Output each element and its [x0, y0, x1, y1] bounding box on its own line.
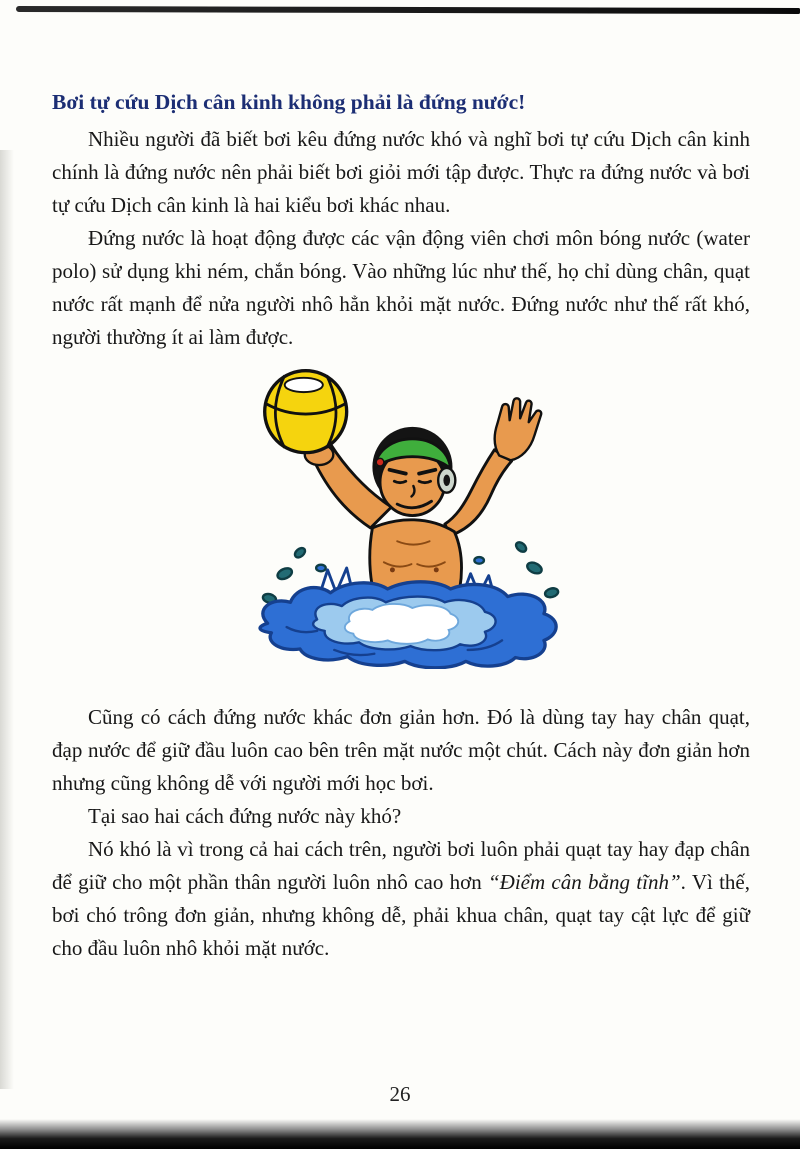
nipple-left	[390, 567, 395, 572]
page-number: 26	[389, 1082, 411, 1106]
cap-tie-dot	[376, 458, 384, 466]
nipple-right	[434, 567, 439, 572]
paragraph-5-text: Nó khó là vì trong cả hai cách trên, người bơi luôn phải quạt tay hay đạp chân để giữ cho một phần thân người luôn nhô cao hơn	[52, 837, 750, 894]
paragraph-1: Nhiều người đã biết bơi kêu đứng nước khó và nghĩ bơi tự cứu Dịch cân kinh chính là đứng nước nên phải biết bơi giỏi mới tập được. Thực ra đứng nước và bơi tự cứu Dịch cân kinh là hai kiểu bơi khác nhau.	[52, 127, 750, 217]
water-polo-ball	[265, 371, 347, 453]
page-title: Bơi tự cứu Dịch cân kinh không phải là đứng nước!	[52, 90, 526, 114]
paragraph-3: Cũng có cách đứng nước khác đơn giản hơn. Đó là dùng tay hay chân quạt, đạp nước để giữ đầu luôn cao bên trên mặt nước một chút. Cách này đơn giản hơn nhưng cũng không dễ với người mới học bơi.	[52, 705, 750, 795]
scan-edge-bottom	[0, 1119, 800, 1149]
paragraph-5-text-end: . Vì thế, bơi chó trông đơn giản, nhưng không dễ, phải khua chân, quạt tay cật lực để giữ cho đầu luôn nhô khỏi mặt nước.	[52, 870, 751, 960]
swimmer-right-hand	[495, 398, 542, 460]
page-body	[52, 86, 750, 965]
water-polo-svg	[226, 364, 576, 669]
water-splash	[260, 582, 556, 668]
paragraph-2: Đứng nước là hoạt động được các vận động viên chơi môn bóng nước (water polo) sử dụng khi ném, chắn bóng. Vào những lúc như thế, họ chỉ dùng chân, quạt nước rất mạnh để nửa người nhô hẳn khỏi mặt nước. Đứng nước như thế rất khó, người thường ít ai làm được.	[52, 226, 750, 349]
scan-edge-left	[0, 150, 14, 1089]
paragraph-5	[52, 833, 750, 965]
ear-guard-hole	[443, 475, 450, 486]
scan-edge-top	[16, 6, 800, 14]
swimmer-right-arm	[445, 450, 512, 536]
water-polo-illustration	[226, 364, 576, 679]
paragraph-4: Tại sao hai cách đứng nước này khó?	[88, 804, 402, 828]
paragraph-5-italic-term: “Điểm cân bằng tĩnh”	[487, 870, 681, 894]
